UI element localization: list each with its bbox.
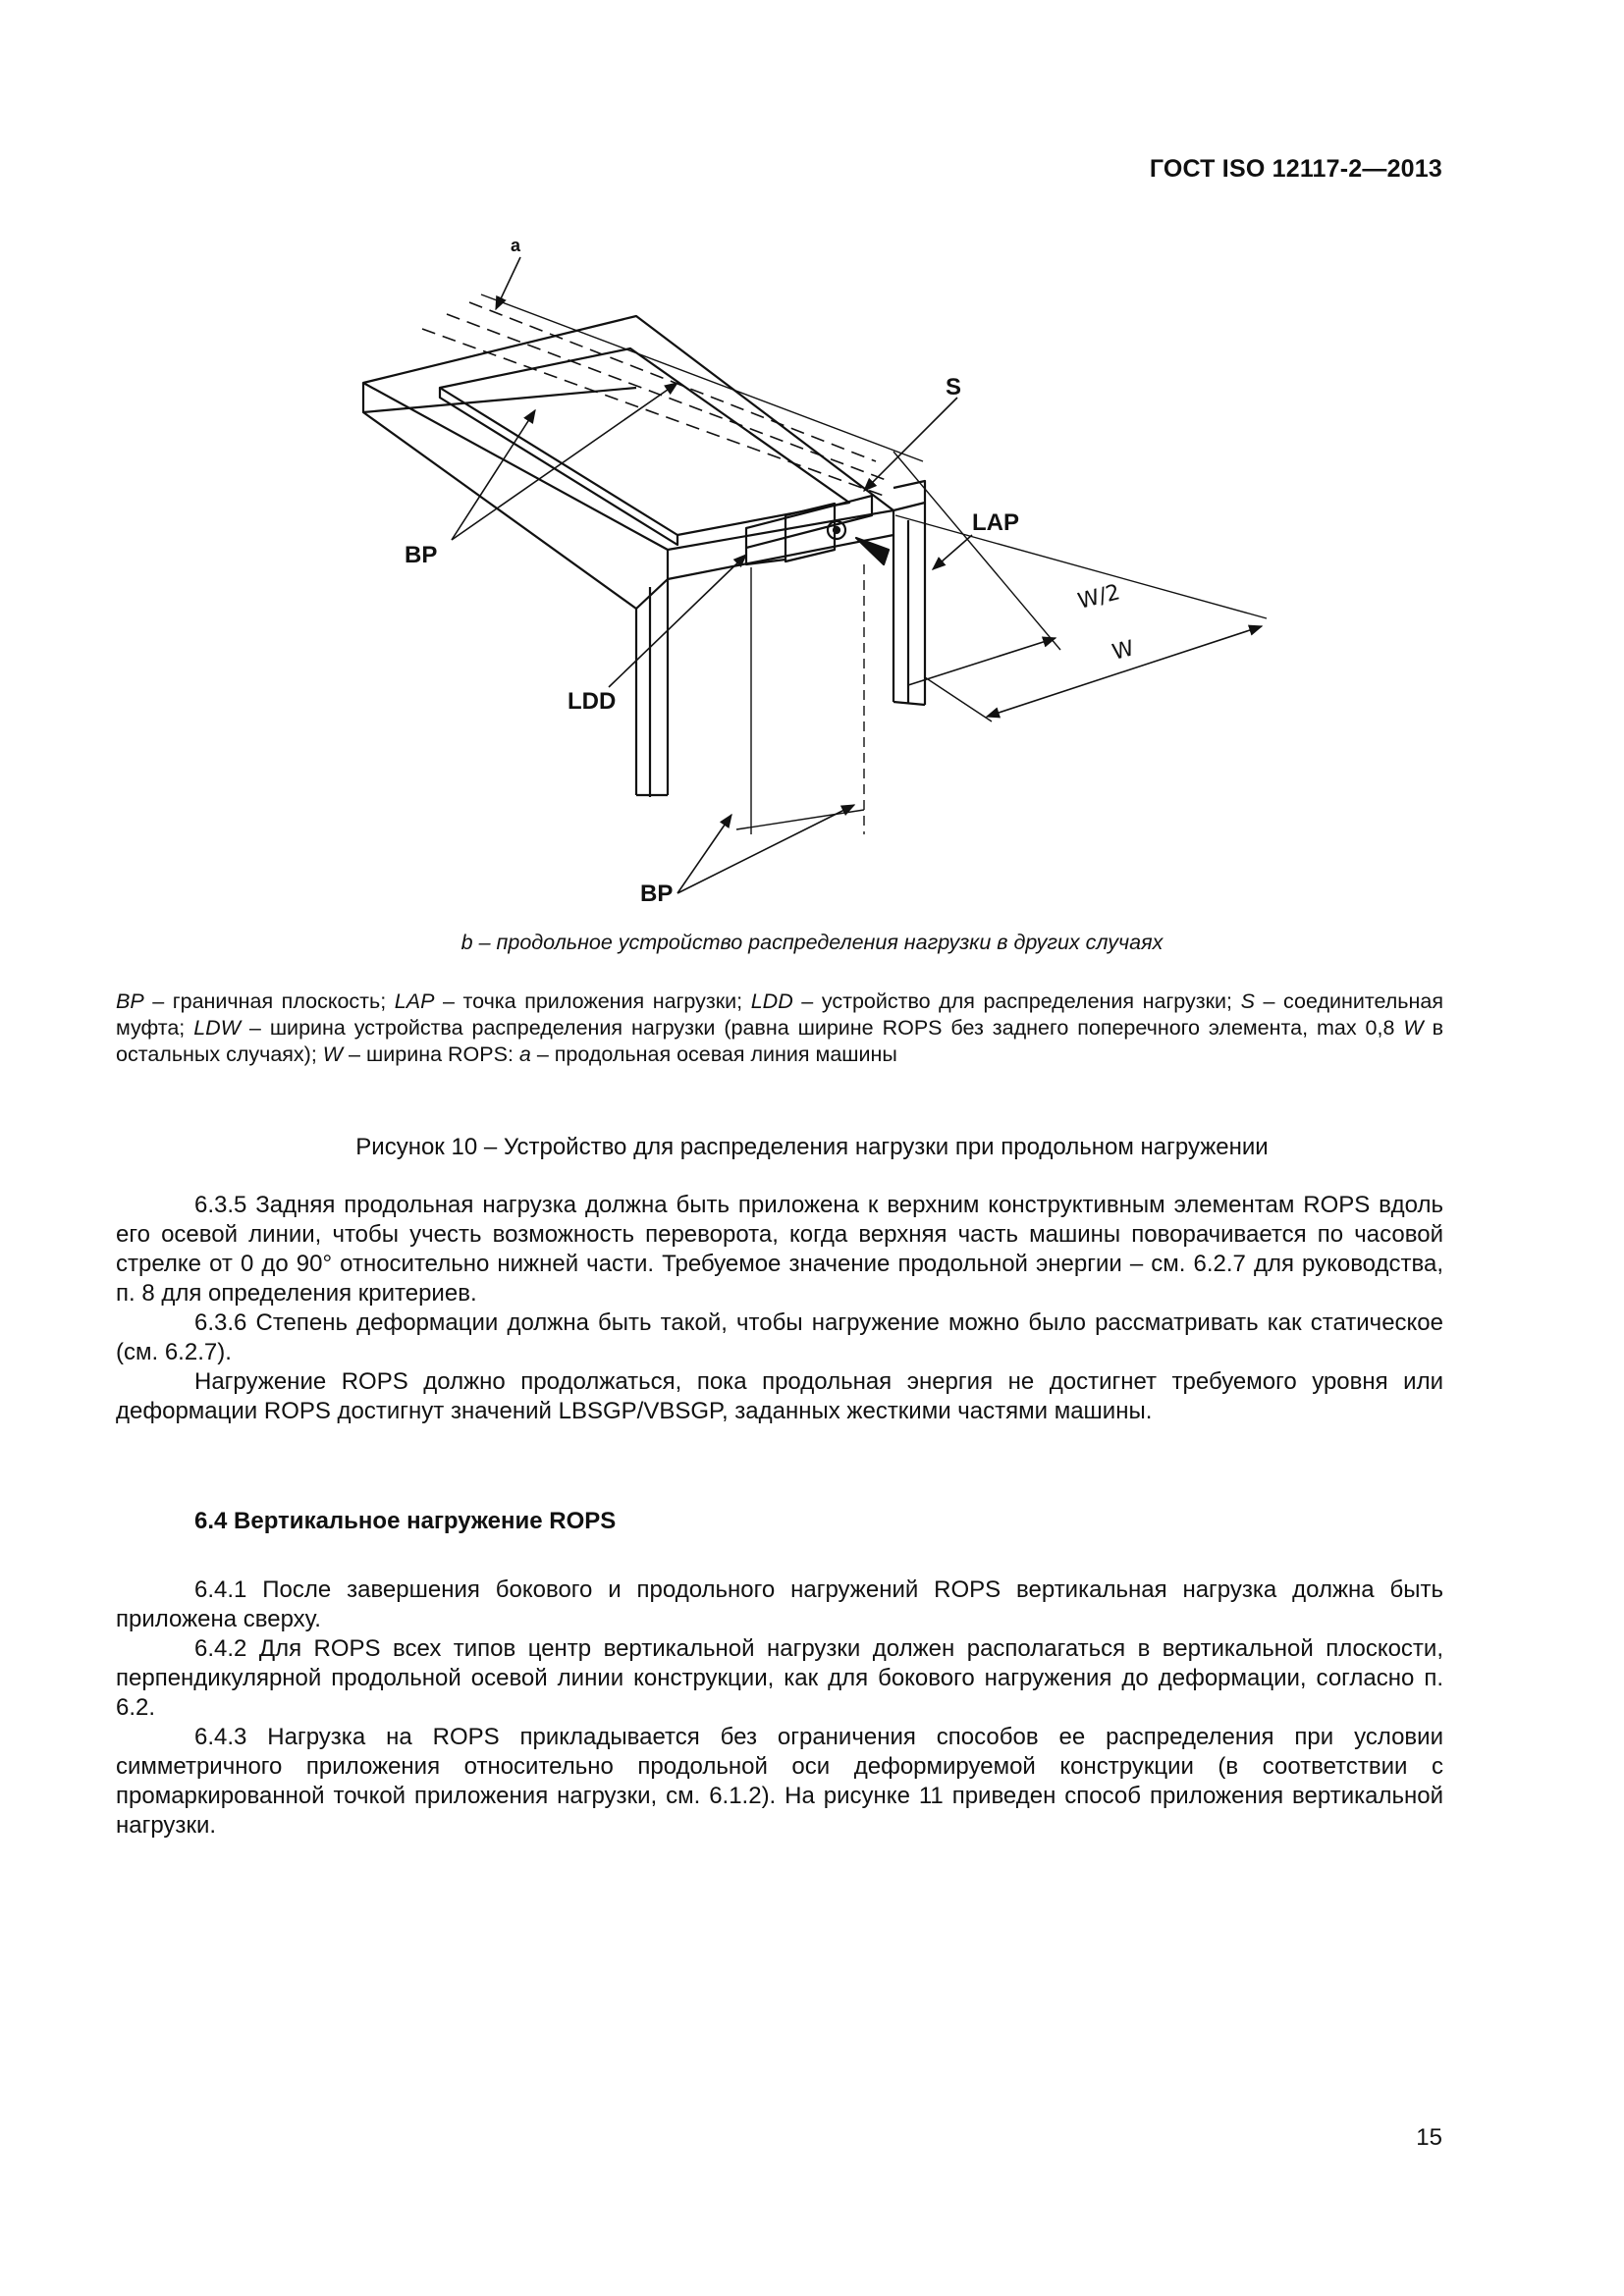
label-w-half: W/2 — [1075, 580, 1123, 614]
legend-ldd-text: – устройство для распределения нагрузки; — [792, 989, 1241, 1013]
ldd-bar — [746, 496, 872, 564]
load-arrow — [856, 538, 889, 564]
label-w: W — [1110, 636, 1137, 666]
label-a: a — [511, 236, 521, 255]
paragraph-6-4-3: 6.4.3 Нагрузка на ROPS прикладывается без ограничения способов ее распределения при условии симметричного приложения относительно продольной оси деформируемой конструкции (в соответствии с промаркированной точкой приложения нагрузки, см. 6.1.2). На рисунке 11 приведен способ приложения вертикальной нагрузки. — [116, 1724, 1443, 1839]
paragraph-6-3-5: 6.3.5 Задняя продольная нагрузка должна быть приложена к верхним конструктивным элементам ROPS вдоль его осевой линии, чтобы учесть возможность переворота, когда верхняя часть машины поворачивается по часовой стрелке от 0 до 90° относительно нижней части. Требуемое значение продольной энергии – см. 6.2.7 для руководства, п. 8 для определения критериев. — [116, 1192, 1443, 1307]
section-title-6-4: 6.4 Вертикальное нагружение ROPS — [194, 1508, 617, 1534]
paragraph-6-4-2: 6.4.2 Для ROPS всех типов центр вертикальной нагрузки должен располагаться в вертикальной плоскости, перпендикулярной продольной осевой линии конструкции, как для бокового нагружения до деформации, согласно п. 6.2. — [116, 1635, 1443, 1721]
figure-title: Рисунок 10 – Устройство для распределения нагрузки при продольном нагружении — [355, 1134, 1269, 1160]
rops-load-distribution-diagram — [0, 0, 1624, 923]
paragraph-loading-continue: Нагружение ROPS должно продолжаться, пока продольная энергия не достигнет требуемого уровня или деформации ROPS достигнут значений LBSGP/VBSGP, заданных жесткими частями машины. — [116, 1368, 1443, 1424]
frame-inner-opening — [440, 348, 849, 535]
document-header: ГОСТ ISO 12117-2—2013 — [1149, 155, 1442, 183]
right-leg — [893, 503, 925, 705]
legend-s-text: – соединительная муфта; — [116, 989, 1443, 1040]
figure-subcaption-b — [0, 931, 1624, 955]
legend-bp-abbr: BP — [116, 989, 144, 1013]
legend-ldd-abbr: LDD — [750, 989, 793, 1013]
left-leg — [636, 579, 668, 797]
caption-b-text: b – продольное устройство распределения нагрузки в других случаях — [460, 931, 1164, 954]
legend-a-abbr: a — [518, 1042, 531, 1066]
legend-ldw-abbr: LDW — [193, 1016, 241, 1040]
legend-s-abbr: S — [1240, 989, 1255, 1013]
legend-w-abbr-1: W — [1403, 1016, 1424, 1040]
page-number: 15 — [1416, 2124, 1442, 2151]
label-bp-top: BP — [405, 542, 438, 568]
legend-lap-abbr: LAP — [394, 989, 435, 1013]
paragraph-6-3-6: 6.3.6 Степень деформации должна быть такой, чтобы нагружение можно было рассматривать как статическое (см. 6.2.7). — [116, 1309, 1443, 1365]
label-bp-bottom: BP — [640, 881, 674, 907]
body-block-6-3 — [116, 1191, 1443, 1426]
legend-bp-text: – граничная плоскость; — [143, 989, 395, 1013]
figure-legend — [116, 988, 1443, 1068]
legend-a-text: – продольная осевая линия машины — [530, 1042, 897, 1066]
legend-w-text-1: в остальных случаях); — [116, 1016, 1443, 1066]
legend-ldw-text: – ширина устройства распределения нагрузки (равна ширине ROPS без заднего поперечного элемента, max 0,8 — [241, 1016, 1404, 1040]
legend-w-abbr-2: W — [322, 1042, 344, 1066]
label-ldd: LDD — [568, 688, 617, 715]
body-block-6-4 — [116, 1575, 1443, 1841]
paragraph-6-4-1: 6.4.1 После завершения бокового и продольного нагружений ROPS вертикальная нагрузка должна быть приложена сверху. — [116, 1576, 1443, 1632]
label-lap: LAP — [972, 509, 1019, 536]
label-s: S — [946, 374, 962, 400]
legend-lap-text: – точка приложения нагрузки; — [434, 989, 751, 1013]
figure-10-drawing — [0, 0, 1624, 923]
legend-w-text-2: – ширина ROPS: — [343, 1042, 519, 1066]
